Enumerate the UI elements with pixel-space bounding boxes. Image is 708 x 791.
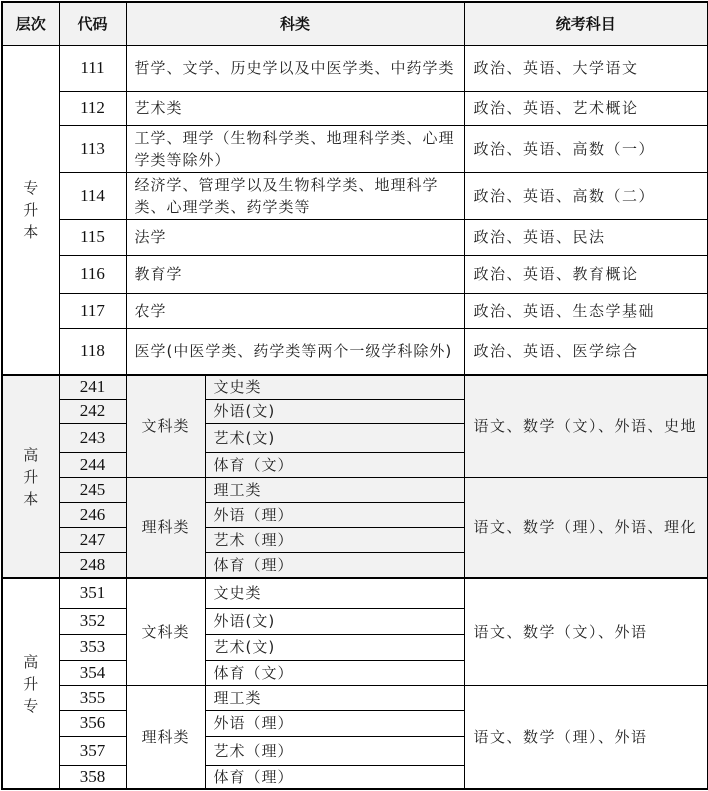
code-cell: 247 <box>59 527 126 552</box>
subcategory-cell: 体育（文） <box>205 660 464 685</box>
subcategory-cell: 理工类 <box>205 685 464 710</box>
subcategory-cell: 外语（理） <box>205 710 464 736</box>
subjects-cell: 语文、数学（文）、外语、史地 <box>464 375 708 477</box>
category-cell: 哲学、文学、历史学以及中医学类、中药学类 <box>126 45 464 91</box>
code-cell: 244 <box>59 452 126 477</box>
category-cell: 法学 <box>126 219 464 255</box>
header-subjects: 统考科目 <box>464 2 708 45</box>
subcategory-cell: 理工类 <box>205 477 464 502</box>
subcategory-cell: 外语(文) <box>205 608 464 634</box>
subcategory-cell: 体育（理） <box>205 765 464 789</box>
code-cell: 353 <box>59 634 126 660</box>
code-cell: 243 <box>59 423 126 452</box>
subjects-cell: 政治、英语、生态学基础 <box>464 293 708 328</box>
category-cell: 农学 <box>126 293 464 328</box>
subcategory-cell: 体育（理） <box>205 552 464 578</box>
group-cell-like: 理科类 <box>126 477 205 578</box>
code-cell: 245 <box>59 477 126 502</box>
category-cell: 经济学、管理学以及生物科学类、地理科学类、心理学类、药学类等 <box>126 172 464 219</box>
table-row <box>2 45 708 91</box>
level-cell-zhuanshengben: 专升本 <box>2 45 59 375</box>
subcategory-cell: 体育（文） <box>205 452 464 477</box>
level-cell-gaoshengben: 高升本 <box>2 375 59 578</box>
code-cell: 113 <box>59 125 126 172</box>
code-cell: 246 <box>59 502 126 527</box>
table-row <box>2 477 708 502</box>
category-cell: 医学(中医学类、药学类等两个一级学科除外) <box>126 328 464 375</box>
subjects-cell: 政治、英语、民法 <box>464 219 708 255</box>
table-row <box>2 172 708 219</box>
subjects-cell: 政治、英语、高数（一） <box>464 125 708 172</box>
code-cell: 111 <box>59 45 126 91</box>
code-cell: 116 <box>59 255 126 293</box>
code-cell: 356 <box>59 710 126 736</box>
header-row <box>2 2 708 45</box>
table-row <box>2 219 708 255</box>
category-cell: 教育学 <box>126 255 464 293</box>
code-cell: 115 <box>59 219 126 255</box>
code-cell: 354 <box>59 660 126 685</box>
subcategory-cell: 艺术（理） <box>205 736 464 765</box>
header-level: 层次 <box>2 2 59 45</box>
code-cell: 357 <box>59 736 126 765</box>
subjects-cell: 政治、英语、高数（二） <box>464 172 708 219</box>
subcategory-cell: 外语（理） <box>205 502 464 527</box>
subcategory-cell: 艺术(文) <box>205 634 464 660</box>
code-cell: 242 <box>59 399 126 423</box>
subcategory-cell: 艺术(文) <box>205 423 464 452</box>
table-row <box>2 91 708 125</box>
table-row <box>2 125 708 172</box>
table-row <box>2 328 708 375</box>
code-cell: 351 <box>59 578 126 608</box>
table-row <box>2 375 708 399</box>
code-cell: 118 <box>59 328 126 375</box>
code-cell: 117 <box>59 293 126 328</box>
subcategory-cell: 艺术（理） <box>205 527 464 552</box>
code-cell: 355 <box>59 685 126 710</box>
code-cell: 248 <box>59 552 126 578</box>
category-cell: 工学、理学（生物科学类、地理科学类、心理学类等除外） <box>126 125 464 172</box>
table-row <box>2 293 708 328</box>
subjects-cell: 政治、英语、教育概论 <box>464 255 708 293</box>
table-row <box>2 578 708 608</box>
code-cell: 358 <box>59 765 126 789</box>
group-cell-wenke: 文科类 <box>126 375 205 477</box>
code-cell: 241 <box>59 375 126 399</box>
group-cell-wenke: 文科类 <box>126 578 205 685</box>
group-cell-like: 理科类 <box>126 685 205 789</box>
subjects-cell: 政治、英语、医学综合 <box>464 328 708 375</box>
table-row <box>2 685 708 710</box>
subjects-cell: 语文、数学（文）、外语 <box>464 578 708 685</box>
header-category: 科类 <box>126 2 464 45</box>
subcategory-cell: 外语(文) <box>205 399 464 423</box>
subjects-cell: 政治、英语、大学语文 <box>464 45 708 91</box>
code-cell: 112 <box>59 91 126 125</box>
table-row <box>2 255 708 293</box>
subjects-cell: 政治、英语、艺术概论 <box>464 91 708 125</box>
subcategory-cell: 文史类 <box>205 375 464 399</box>
level-cell-gaoshengzhuan: 高升专 <box>2 578 59 789</box>
category-cell: 艺术类 <box>126 91 464 125</box>
code-cell: 352 <box>59 608 126 634</box>
code-cell: 114 <box>59 172 126 219</box>
header-code: 代码 <box>59 2 126 45</box>
subjects-cell: 语文、数学（理）、外语、理化 <box>464 477 708 578</box>
exam-subjects-table <box>1 1 708 790</box>
subcategory-cell: 文史类 <box>205 578 464 608</box>
subjects-cell: 语文、数学（理）、外语 <box>464 685 708 789</box>
